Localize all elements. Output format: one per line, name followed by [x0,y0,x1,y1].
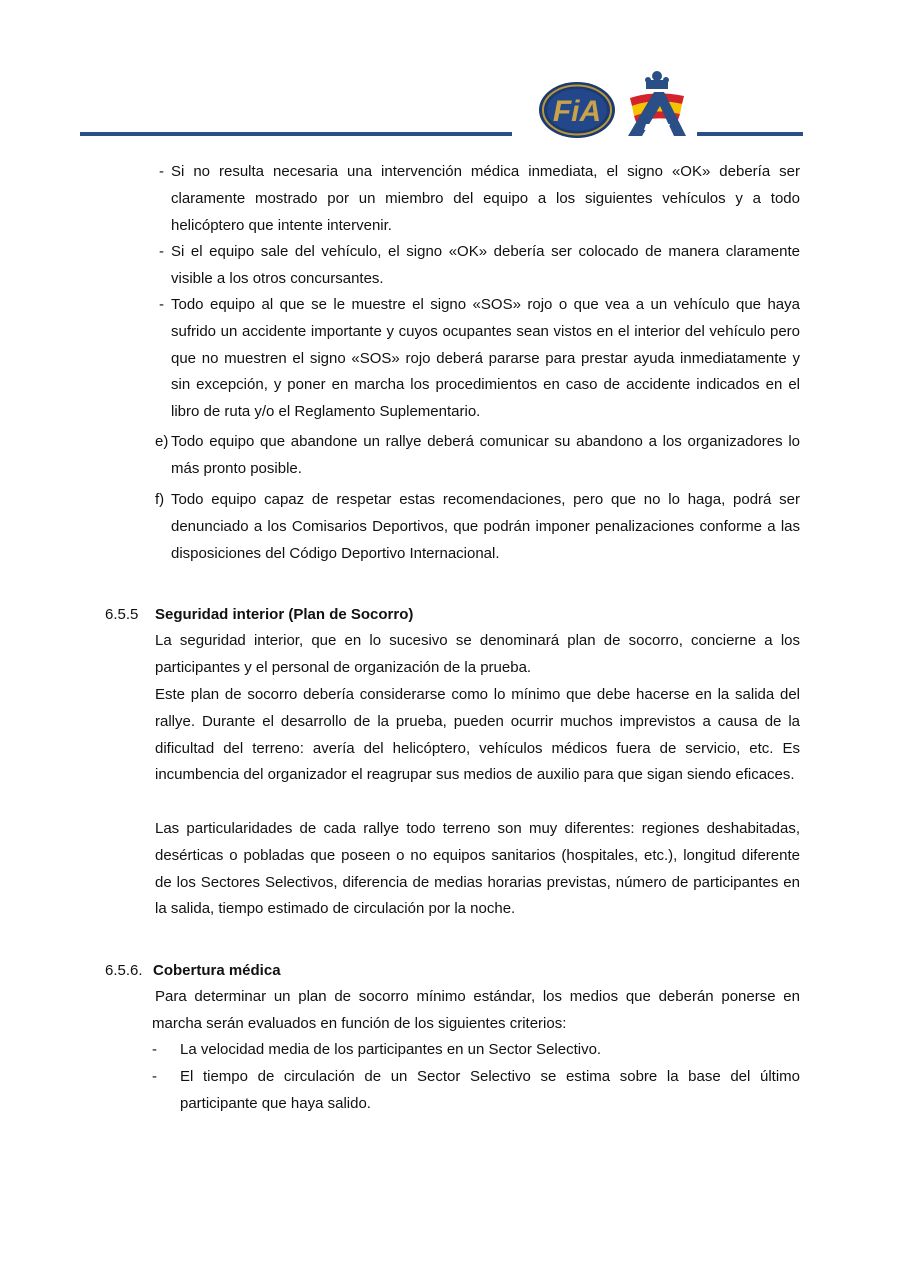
section-656-number: 6.5.6. [105,962,143,979]
bullet-dash: - [159,243,164,260]
item-e-marker: e) [155,433,169,450]
bullet-dash: - [159,296,164,313]
section-656-bullet-speed: La velocidad media de los participantes en un Sector Selectivo. [180,1041,602,1058]
item-f-text: Todo equipo capaz de respetar estas recomendaciones, pero que no lo haga, podrá ser denunciado a los Comisarios Deportivos, que podrán imponer penalizaciones conforme a las disposiciones del Código Deportivo Internacional. [171,491,800,562]
section-656-title: Cobertura médica [153,962,281,979]
header-rule-right [697,132,803,136]
bullet-sos-signal: Todo equipo al que se le muestre el signo «SOS» rojo o que vea a un vehículo que haya sufrido un accidente importante y cuyos ocupantes sean vistos en el interior del vehículo pero que no muestren el signo «SOS» rojo deberá pararse para prestar ayuda inmediatamente y sin excepción, y poner en marcha los procedimientos en caso de accidente indicados en el libro de ruta y/o el Reglamento Suplementario. [171,296,800,421]
section-655-paragraph-1: La seguridad interior, que en lo sucesivo se denominará plan de socorro, concierne a los participantes y el personal de organización de la prueba. [155,632,800,676]
section-655-paragraph-3: Las particularidades de cada rallye todo terreno son muy diferentes: regiones deshabitadas, desérticas o pobladas que poseen o no equipos sanitarios (hospitales, etc.), longitud diferente de los Sectores Selectivos, diferencia de medias horarias previstas, número de participantes en la salida, tiempo estimado de circulación por la noche. [155,820,800,918]
section-655-title: Seguridad interior (Plan de Socorro) [155,606,414,623]
item-e-text: Todo equipo que abandone un rallye deberá comunicar su abandono a los organizadores lo más pronto posible. [171,433,800,477]
rfeda-logo [624,70,690,138]
bullet-dash: - [152,1041,157,1058]
section-656-intro: Para determinar un plan de socorro mínimo estándar, los medios que deberán ponerse en marcha serán evaluados en función de los siguientes criterios: [152,988,800,1032]
section-656-bullet-time: El tiempo de circulación de un Sector Selectivo se estima sobre la base del último participante que haya salido. [180,1068,800,1112]
bullet-dash: - [152,1068,157,1085]
section-655-paragraph-2: Este plan de socorro debería considerarse como lo mínimo que debe hacerse en la salida del rallye. Durante el desarrollo de la prueba, pueden ocurrir muchos imprevistos a causa de la dificultad del terreno: avería del helicóptero, vehículos médicos fuera de servicio, etc. Es incumbencia del organizador el reagrupar sus medios de auxilio para que sigan siendo eficaces. [155,686,800,784]
section-655-number: 6.5.5 [105,606,139,623]
bullet-ok-signal: Si no resulta necesaria una intervención médica inmediata, el signo «OK» debería ser claramente mostrado por un miembro del equipo a los siguientes vehículos y a todo helicóptero que intente intervenir. [171,163,800,234]
item-f-marker: f) [155,491,165,508]
bullet-dash: - [159,163,164,180]
fia-logo [537,80,617,140]
svg-text:FiA: FiA [552,95,602,128]
header-rule-left [80,132,512,136]
bullet-ok-visible: Si el equipo sale del vehículo, el signo «OK» debería ser colocado de manera claramente visible a los otros concursantes. [171,243,800,287]
